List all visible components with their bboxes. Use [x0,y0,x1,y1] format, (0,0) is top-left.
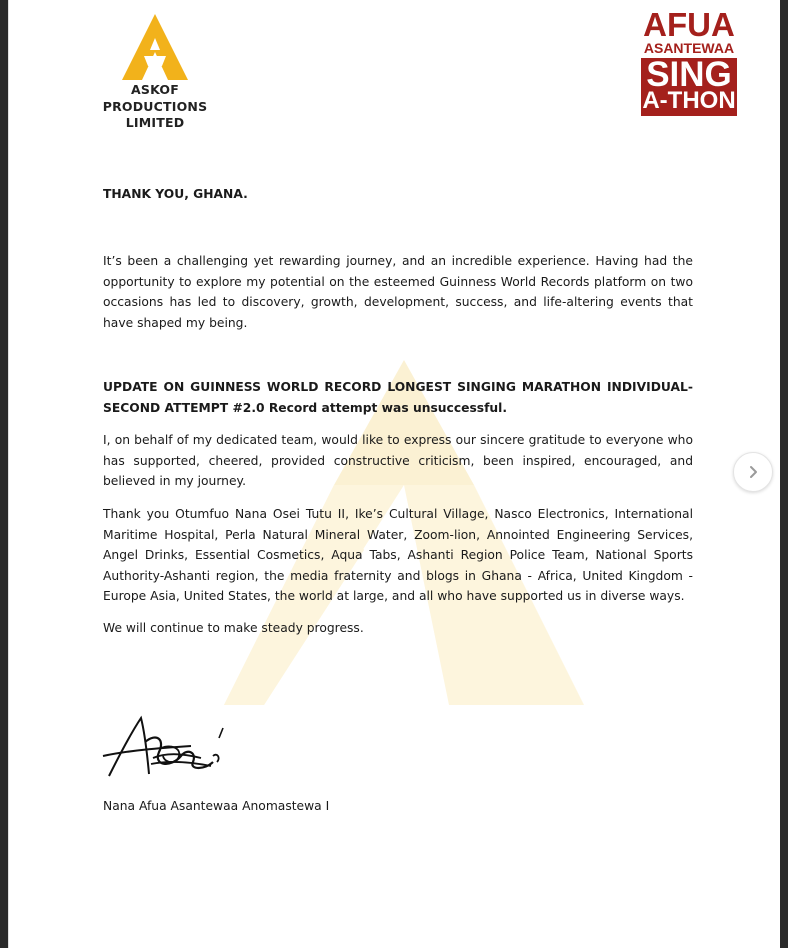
salutation: THANK YOU, GHANA. [103,187,248,201]
askof-name-line1: ASKOF [131,82,179,97]
letter-page [8,0,780,948]
update-heading: UPDATE ON GUINNESS WORLD RECORD LONGEST SINGING MARATHON INDIVIDUAL- SECOND ATTEMPT #2.0 Record attempt was unsuccessful. [103,380,693,415]
signatory-name: Nana Afua Asantewaa Anomastewa I [103,799,330,813]
singathon-athon: A-THON [642,87,736,114]
paragraph-journey: It’s been a challenging yet rewarding journey, and an incredible experience. Having had the opportunity to explore my potential on the esteemed Guinness World Records platform on two occasions has led to discovery, growth, development, success, and life-altering events that have shaped my being. [103,254,693,330]
singathon-afua: AFUA [643,6,735,43]
singathon-box [641,55,737,116]
askof-name-line3: LIMITED [125,115,185,130]
signature [101,712,231,782]
singathon-logo [637,6,741,116]
paragraph-thanks: Thank you Otumfuo Nana Osei Tutu II, Ike’s Cultural Village, Nasco Electronics, International Maritime Hospital, Perla Natural Mineral Water, Zoom-lion, Annointed Engineering Services, Angel Drinks, Essential Cosmetics, Aqua Tabs, Ashanti Region Police Team, National Sports Authority-Ashanti region, the media fraternity and blogs in Ghana - Africa, United Kingdom - Europe Asia, United States, the world at large, and all who have supported us in diverse ways. [103,507,693,603]
next-slide-button[interactable] [733,452,773,492]
askof-logo [85,12,225,132]
closing-line: We will continue to make steady progress. [103,621,364,635]
singathon-sing: SING [646,55,732,94]
paragraph-gratitude: I, on behalf of my dedicated team, would like to express our sincere gratitude to everyone who has supported, cheered, provided constructive criticism, been inspired, encouraged, and believed in my journey. [103,433,693,488]
askof-a-icon [120,12,190,82]
chevron-right-icon [746,465,760,479]
askof-name-line2: PRODUCTIONS [102,98,208,114]
singathon-asantewaa: ASANTEWAA [643,40,735,56]
